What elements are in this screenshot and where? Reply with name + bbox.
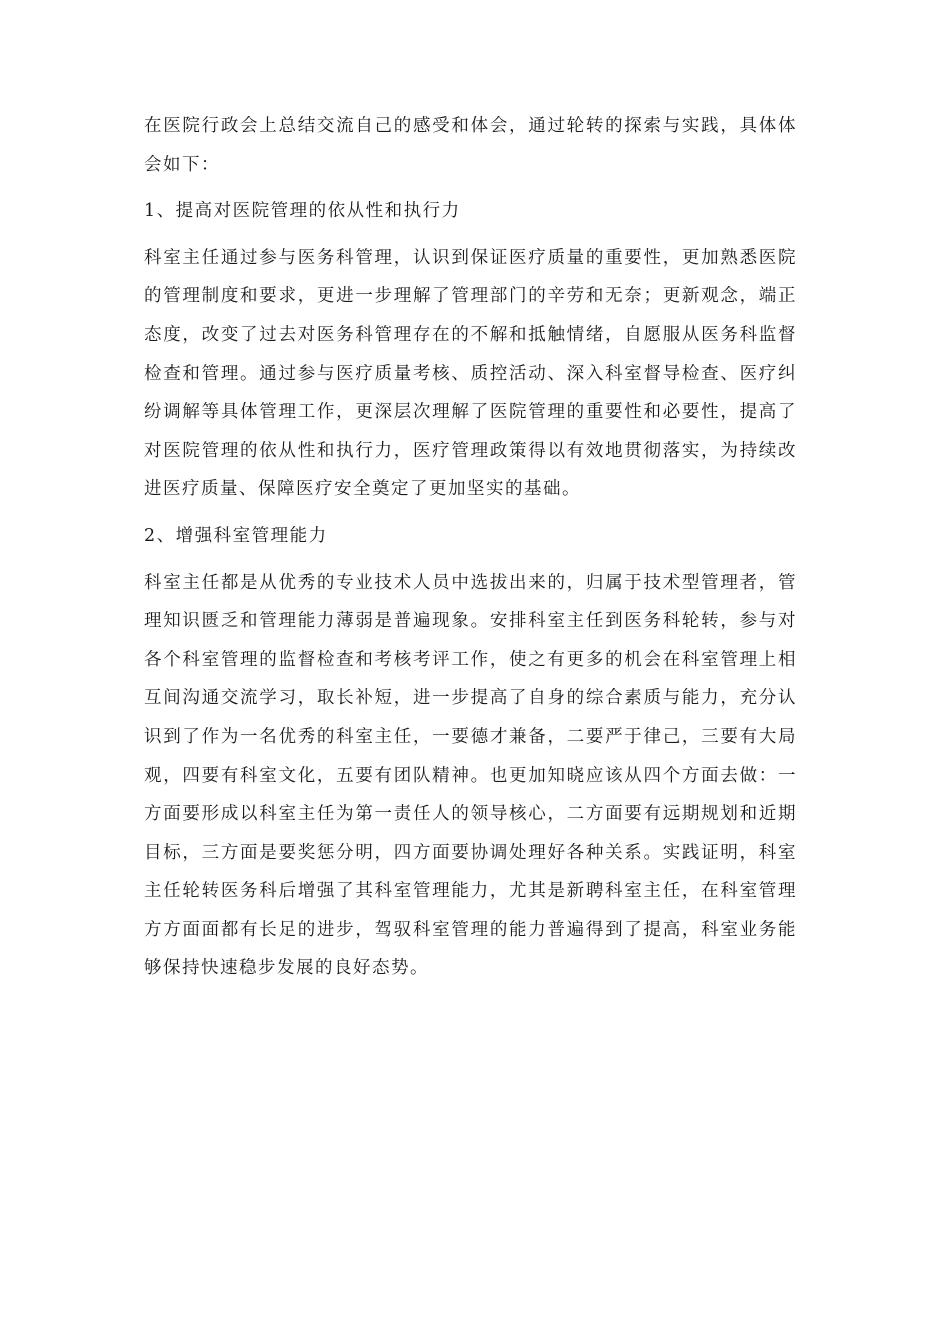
section-1-paragraph: 科室主任通过参与医务科管理，认识到保证医疗质量的重要性，更加熟悉医院的管理制度和要求，更进一步理解了管理部门的辛劳和无奈；更新观念，端正态度，改变了过去对医务科管理存在的不解和抵触情绪，自愿服从医务科监督检查和管理。通过参与医疗质量考核、质控活动、深入科室督导检查、医疗纠纷调解等具体管理工作，更深层次理解了医院管理的重要性和必要性，提高了对医院管理的依从性和执行力，医疗管理政策得以有效地贯彻落实，为持续改进医疗质量、保障医疗安全奠定了更加坚实的基础。 [144, 247, 797, 500]
spacer [144, 184, 797, 192]
section-2-heading: 2、增强科室管理能力 [144, 525, 328, 546]
spacer [144, 231, 797, 239]
section-2-paragraph: 科室主任都是从优秀的专业技术人员中选拔出来的，归属于技术型管理者，管理知识匮乏和管理能力薄弱是普遍现象。安排科室主任到医务科轮转，参与对各个科室管理的监督检查和考核考评工作，使之有更多的机会在科室管理上相互间沟通交流学习，取长补短，进一步提高了自身的综合素质与能力，充分认识到了作为一名优秀的科室主任，一要德才兼备，二要严于律己，三要有大局观，四要有科室文化，五要有团队精神。也更加知晓应该从四个方面去做：一方面要形成以科室主任为第一责任人的领导核心，二方面要有远期规划和近期目标，三方面是要奖惩分明，四方面要协调处理好各种关系。实践证明，科室主任轮转医务科后增强了其科室管理能力，尤其是新聘科室主任，在科室管理方方面面都有长足的进步，驾驭科室管理的能力普遍得到了提高，科室业务能够保持快速稳步发展的良好态势。 [144, 572, 797, 979]
spacer [144, 509, 797, 517]
intro-paragraph: 在医院行政会上总结交流自己的感受和体会，通过轮转的探索与实践，具体体会如下： [144, 116, 797, 175]
spacer [144, 556, 797, 564]
document-body [144, 107, 797, 988]
section-1-heading: 1、提高对医院管理的依从性和执行力 [144, 201, 461, 222]
